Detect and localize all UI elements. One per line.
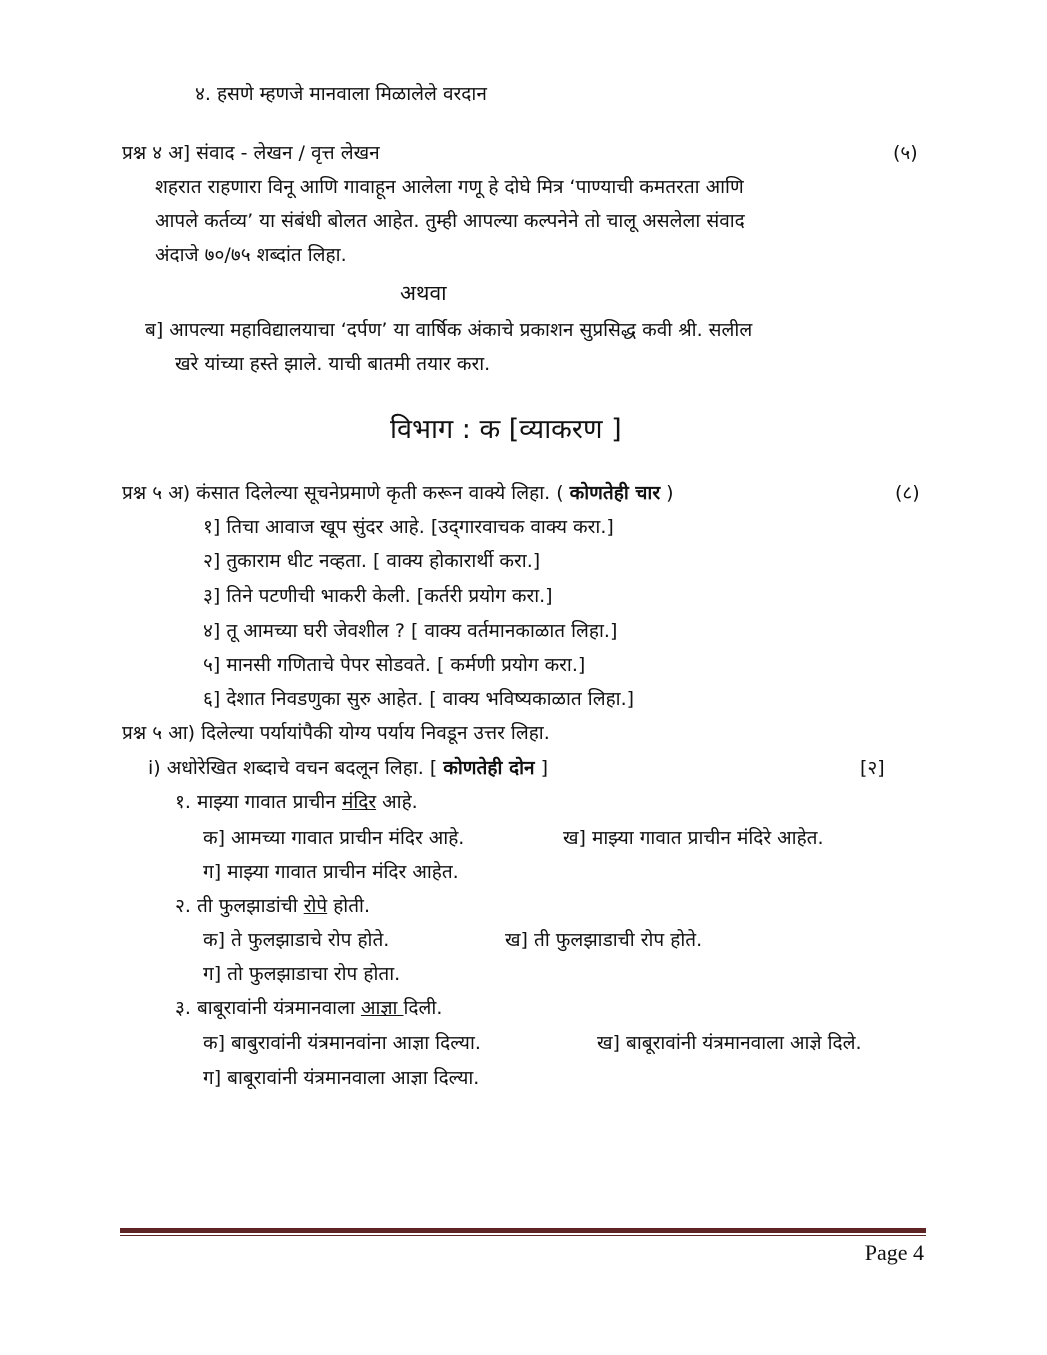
footer-rule xyxy=(120,1228,926,1233)
q5a-label-text: प्रश्न ५ अ) कंसात दिलेल्या सूचनेप्रमाणे कृती करून वाक्ये लिहा. ( xyxy=(122,482,570,504)
q5a-bold: कोणतेही चार xyxy=(569,482,661,504)
option-g: ग] बाबूरावांनी यंत्रमानवाला आज्ञा दिल्या. xyxy=(203,1067,480,1089)
q4b-text-line: ब] आपल्या महाविद्यालयाचा ‘दर्पण’ या वार्षिक अंकाचे प्रकाशन सुप्रसिद्ध कवी श्री. सलील xyxy=(145,319,753,341)
q5b-sub-bold: कोणतेही दोन xyxy=(443,757,535,779)
or-label: अथवा xyxy=(400,281,447,305)
question-text: २. ती फुलझाडांची xyxy=(175,895,304,917)
section-heading: विभाग : क [व्याकरण ] xyxy=(390,414,622,445)
q4a-text-line: अंदाजे ७०/७५ शब्दांत लिहा. xyxy=(155,244,347,266)
option-k: क] बाबुरावांनी यंत्रमानवांना आज्ञा दिल्या. xyxy=(203,1032,481,1054)
q4b-text-line: खरे यांच्या हस्ते झाले. याची बातमी तयार करा. xyxy=(175,353,491,375)
question-text: १. माझ्या गावात प्राचीन xyxy=(175,791,342,813)
q5a-item: १] तिचा आवाज खूप सुंदर आहे. [उद्‌गारवाचक वाक्य करा.] xyxy=(203,516,614,538)
underlined-word: मंदिर xyxy=(341,791,377,813)
question-text: ३. बाबूरावांनी यंत्रमानवाला xyxy=(175,997,361,1019)
q4a-label: प्रश्न ४ अ] संवाद - लेखन / वृत्त लेखन xyxy=(122,142,380,164)
footer-rule-thin xyxy=(120,1235,926,1236)
option-kh: ख] बाबूरावांनी यंत्रमानवाला आज्ञे दिले. xyxy=(597,1032,862,1054)
q5b-sub-label xyxy=(148,755,548,781)
q5a-item: ४] तू आमच्या घरी जेवशील ? [ वाक्य वर्तमानकाळात लिहा.] xyxy=(203,620,618,642)
underlined-word: आज्ञा xyxy=(360,997,404,1019)
question-text: आहे. xyxy=(376,791,418,813)
q5b-question xyxy=(175,789,418,815)
q5b-sub-text: i) अधोरेखित शब्दाचे वचन बदलून लिहा. [ xyxy=(148,757,444,779)
q5b-label: प्रश्न ५ आ) दिलेल्या पर्यायांपैकी योग्य पर्याय निवडून उत्तर लिहा. xyxy=(122,722,550,744)
q5b-question xyxy=(175,893,370,919)
q5a-item: ६] देशात निवडणुका सुरु आहेत. [ वाक्य भविष्यकाळात लिहा.] xyxy=(203,688,635,710)
q5a-item: ३] तिने पटणीची भाकरी केली. [कर्तरी प्रयोग करा.] xyxy=(203,585,553,607)
option-k: क] आमच्या गावात प्राचीन मंदिर आहे. xyxy=(203,827,465,849)
q5b-marks: [२] xyxy=(860,757,885,779)
q4a-text-line: शहरात राहणारा विनू आणि गावाहून आलेला गणू हे दोघे मित्र ‘पाण्याची कमतरता आणि xyxy=(155,176,744,198)
page-number: Page 4 xyxy=(864,1240,924,1265)
q5b-sub-close: ] xyxy=(534,757,548,779)
question-text: होती. xyxy=(327,895,371,917)
q4a-text-line: आपले कर्तव्य’ या संबंधी बोलत आहेत. तुम्ही आपल्या कल्पनेने तो चालू असलेला संवाद xyxy=(155,210,745,232)
q5a-close: ) xyxy=(660,482,674,504)
option-g: ग] तो फुलझाडाचा रोप होता. xyxy=(203,963,401,985)
option-kh: ख] माझ्या गावात प्राचीन मंदिरे आहेत. xyxy=(563,827,824,849)
q4a-marks: (५) xyxy=(893,142,918,164)
option-k: क] ते फुलझाडाचे रोप होते. xyxy=(203,929,390,951)
q5a-item: ५] मानसी गणिताचे पेपर सोडवते. [ कर्मणी प्रयोग करा.] xyxy=(203,654,586,676)
question-text: दिली. xyxy=(403,997,443,1019)
q5a-label xyxy=(122,480,674,506)
underlined-word: रोपे xyxy=(303,895,328,917)
q5a-item: २] तुकाराम धीट नव्हता. [ वाक्य होकारार्थी करा.] xyxy=(203,550,541,572)
q5b-question xyxy=(175,995,442,1021)
essay-topic-4: ४. हसणे म्हणजे मानवाला मिळालेले वरदान xyxy=(195,83,487,105)
option-kh: ख] ती फुलझाडाची रोप होते. xyxy=(505,929,703,951)
option-g: ग] माझ्या गावात प्राचीन मंदिर आहेत. xyxy=(203,861,459,883)
q5a-marks: (८) xyxy=(895,482,920,504)
